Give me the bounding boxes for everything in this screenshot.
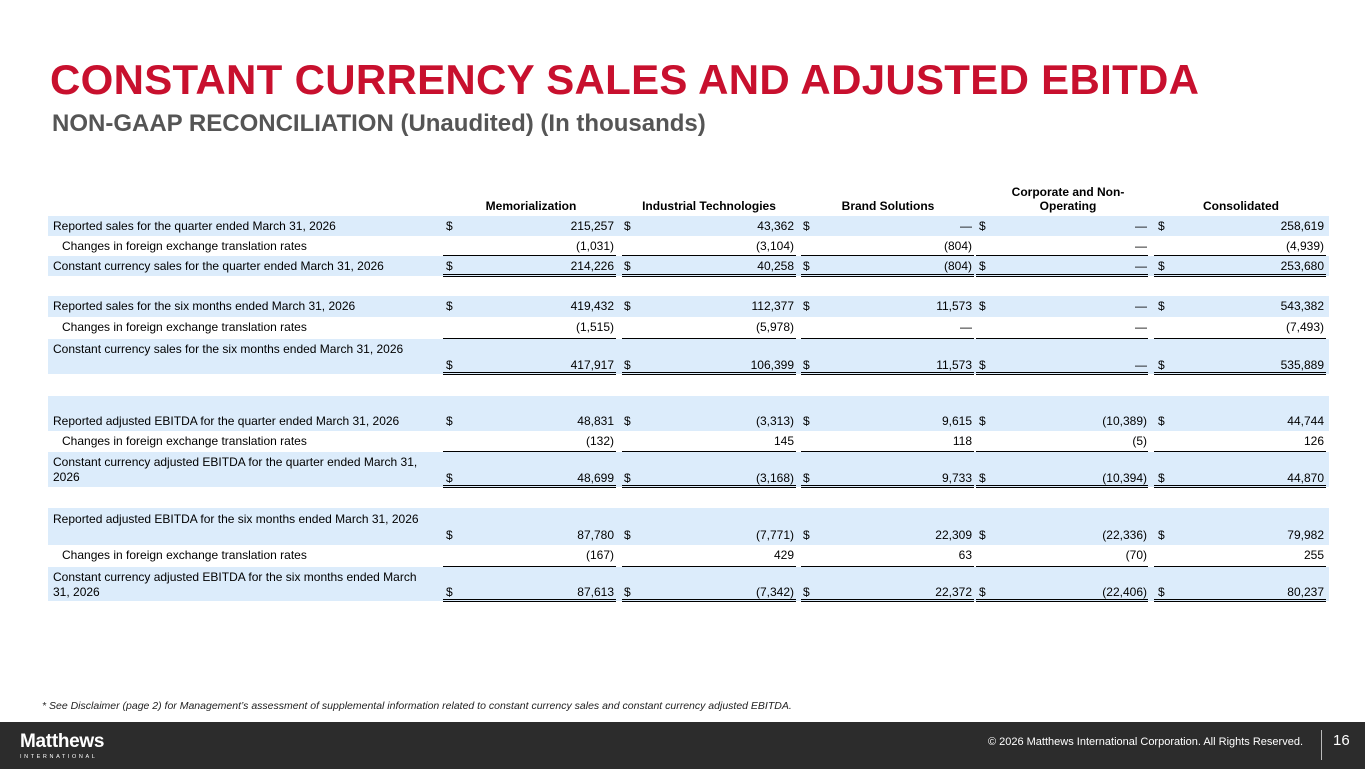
cell-value: 48,831: [577, 414, 614, 428]
currency-symbol: $: [624, 585, 631, 599]
table-row: [48, 296, 1329, 317]
currency-symbol: $: [446, 414, 453, 428]
currency-symbol: $: [979, 259, 986, 273]
currency-symbol: $: [1158, 299, 1165, 313]
currency-symbol: $: [1158, 219, 1165, 233]
cell-value: (22,336): [1102, 528, 1147, 542]
cell-value: 87,613: [577, 585, 614, 599]
cell-value: (3,104): [755, 239, 794, 253]
currency-symbol: $: [624, 471, 631, 485]
total-double-underline: [622, 274, 796, 277]
column-header-corporate: Corporate and Non-Operating: [1011, 185, 1125, 213]
cell-value: —: [1135, 299, 1147, 313]
currency-symbol: $: [803, 528, 810, 542]
currency-symbol: $: [1158, 358, 1165, 372]
cell-value: (4,939): [1285, 239, 1324, 253]
cell-value: (22,406): [1102, 585, 1147, 599]
total-double-underline: [1154, 274, 1326, 277]
cell-value: —: [1135, 320, 1147, 334]
cell-value: (132): [585, 434, 614, 448]
currency-symbol: $: [1158, 414, 1165, 428]
cell-value: 214,226: [570, 259, 614, 273]
cell-value: 48,699: [577, 471, 614, 485]
total-double-underline: [801, 485, 974, 488]
page-subtitle: NON-GAAP RECONCILIATION (Unaudited) (In thousands): [52, 110, 706, 137]
cell-value: 118: [952, 434, 972, 448]
footnote: * See Disclaimer (page 2) for Management’s assessment of supplemental information related to constant currency sales and constant currency adjusted EBITDA.: [42, 700, 792, 712]
total-double-underline: [443, 485, 616, 488]
cell-value: 22,309: [935, 528, 972, 542]
column-header-consolidated: Consolidated: [1202, 199, 1279, 213]
total-double-underline: [1154, 372, 1326, 375]
cell-value: (804): [943, 239, 972, 253]
currency-symbol: $: [624, 259, 631, 273]
logo-wordmark: Matthews: [20, 731, 105, 752]
cell-value: (167): [585, 548, 614, 562]
cell-value: 429: [773, 548, 794, 562]
cell-value: —: [1135, 259, 1147, 273]
cell-value: 44,870: [1287, 471, 1324, 485]
copyright-text: © 2026 Matthews International Corporation. All Rights Reserved.: [987, 736, 1303, 748]
cell-value: —: [1135, 219, 1147, 233]
cell-value: 80,237: [1287, 585, 1324, 599]
currency-symbol: $: [446, 585, 453, 599]
cell-value: 9,615: [941, 414, 972, 428]
row-label: Constant currency adjusted EBITDA for the six months ended March 31, 2026: [53, 570, 417, 599]
currency-symbol: $: [624, 299, 631, 313]
cell-value: (3,313): [755, 414, 794, 428]
table-row: [48, 431, 1329, 450]
currency-symbol: $: [803, 414, 810, 428]
page-number: 16: [1333, 732, 1350, 749]
currency-symbol: $: [979, 358, 986, 372]
currency-symbol: $: [1158, 471, 1165, 485]
currency-symbol: $: [979, 299, 986, 313]
currency-symbol: $: [1158, 585, 1165, 599]
footer-bar: [0, 722, 1365, 769]
cell-value: (5,978): [755, 320, 794, 334]
row-label: Changes in foreign exchange translation rates: [62, 548, 307, 562]
total-double-underline: [1154, 599, 1326, 602]
cell-value: (1,031): [575, 239, 614, 253]
cell-value: 112,377: [751, 299, 794, 313]
table-row: [48, 256, 1329, 276]
cell-value: (804): [943, 259, 972, 273]
table-row: [48, 567, 1329, 601]
cell-value: (7,493): [1285, 320, 1324, 334]
currency-symbol: $: [446, 528, 453, 542]
currency-symbol: $: [979, 471, 986, 485]
currency-symbol: $: [446, 299, 453, 313]
currency-symbol: $: [1158, 528, 1165, 542]
total-double-underline: [976, 485, 1148, 488]
cell-value: 63: [958, 548, 972, 562]
cell-value: 215,257: [570, 219, 614, 233]
currency-symbol: $: [446, 259, 453, 273]
table-row: [48, 452, 1329, 487]
cell-value: 79,982: [1287, 528, 1324, 542]
row-label: Reported adjusted EBITDA for the six months ended March 31, 2026: [53, 512, 419, 526]
currency-symbol: $: [624, 414, 631, 428]
row-label: Constant currency sales for the six months ended March 31, 2026: [53, 342, 404, 356]
total-double-underline: [801, 372, 974, 375]
table-row: [48, 408, 1329, 431]
table-row: [48, 508, 1329, 545]
currency-symbol: $: [803, 358, 810, 372]
currency-symbol: $: [803, 471, 810, 485]
total-double-underline: [443, 274, 616, 277]
total-double-underline: [443, 372, 616, 375]
total-double-underline: [976, 372, 1148, 375]
cell-value: 253,680: [1280, 259, 1324, 273]
page-title: CONSTANT CURRENCY SALES AND ADJUSTED EBITDA: [50, 56, 1200, 103]
currency-symbol: $: [1158, 259, 1165, 273]
currency-symbol: $: [624, 528, 631, 542]
footer-divider: [1321, 730, 1322, 760]
cell-value: (10,394): [1102, 471, 1147, 485]
total-double-underline: [801, 599, 974, 602]
cell-value: 417,917: [570, 358, 614, 372]
cell-value: 44,744: [1287, 414, 1324, 428]
row-label: Constant currency adjusted EBITDA for the quarter ended March 31, 2026: [53, 455, 418, 484]
cell-value: 126: [1303, 434, 1324, 448]
currency-symbol: $: [446, 471, 453, 485]
row-label: Reported sales for the six months ended March 31, 2026: [53, 299, 356, 313]
table-spacer-band: [48, 396, 1329, 408]
table-row: [48, 317, 1329, 337]
cell-value: 543,382: [1280, 299, 1324, 313]
currency-symbol: $: [803, 219, 810, 233]
currency-symbol: $: [803, 585, 810, 599]
cell-value: (10,389): [1102, 414, 1147, 428]
table-row: [48, 545, 1329, 565]
cell-value: (70): [1125, 548, 1147, 562]
matthews-logo: [20, 731, 104, 760]
currency-symbol: $: [446, 358, 453, 372]
cell-value: 535,889: [1280, 358, 1324, 372]
cell-value: (7,342): [755, 585, 794, 599]
total-double-underline: [622, 599, 796, 602]
currency-symbol: $: [979, 414, 986, 428]
currency-symbol: $: [624, 358, 631, 372]
currency-symbol: $: [803, 299, 810, 313]
row-label: Changes in foreign exchange translation rates: [62, 434, 307, 448]
row-label: Changes in foreign exchange translation rates: [62, 239, 307, 253]
row-label: Reported adjusted EBITDA for the quarter ended March 31, 2026: [53, 414, 400, 428]
cell-value: 11,573: [936, 299, 972, 313]
column-header-industrial-technologies: Industrial Technologies: [642, 199, 776, 213]
cell-value: 9,733: [941, 471, 972, 485]
total-double-underline: [622, 485, 796, 488]
column-header-memorialization: Memorialization: [485, 199, 577, 213]
cell-value: 87,780: [577, 528, 614, 542]
currency-symbol: $: [979, 528, 986, 542]
cell-value: 11,573: [936, 358, 972, 372]
row-label: Reported sales for the quarter ended March 31, 2026: [53, 219, 336, 233]
currency-symbol: $: [979, 585, 986, 599]
total-double-underline: [622, 372, 796, 375]
cell-value: 22,372: [935, 585, 972, 599]
cell-value: 255: [1303, 548, 1324, 562]
row-label: Constant currency sales for the quarter ended March 31, 2026: [53, 259, 384, 273]
cell-value: 419,432: [570, 299, 614, 313]
cell-value: —: [1135, 358, 1147, 372]
table-row: [48, 216, 1329, 236]
cell-value: —: [960, 219, 972, 233]
total-double-underline: [1154, 485, 1326, 488]
total-double-underline: [976, 274, 1148, 277]
table-row: [48, 236, 1329, 254]
cell-value: (3,168): [755, 471, 794, 485]
currency-symbol: $: [624, 219, 631, 233]
cell-value: (5): [1132, 434, 1147, 448]
cell-value: —: [960, 320, 972, 334]
logo-subtext: INTERNATIONAL: [20, 754, 98, 760]
currency-symbol: $: [803, 259, 810, 273]
cell-value: (7,771): [755, 528, 794, 542]
total-double-underline: [443, 599, 616, 602]
cell-value: —: [1135, 239, 1147, 253]
cell-value: 106,399: [750, 358, 794, 372]
row-label: Changes in foreign exchange translation rates: [62, 320, 307, 334]
total-double-underline: [801, 274, 974, 277]
cell-value: 43,362: [757, 219, 794, 233]
cell-value: 40,258: [757, 259, 794, 273]
cell-value: 258,619: [1280, 219, 1324, 233]
cell-value: 145: [773, 434, 794, 448]
cell-value: (1,515): [575, 320, 614, 334]
total-double-underline: [976, 599, 1148, 602]
currency-symbol: $: [979, 219, 986, 233]
column-header-brand-solutions: Brand Solutions: [841, 199, 935, 213]
table-row: [48, 339, 1329, 374]
currency-symbol: $: [446, 219, 453, 233]
